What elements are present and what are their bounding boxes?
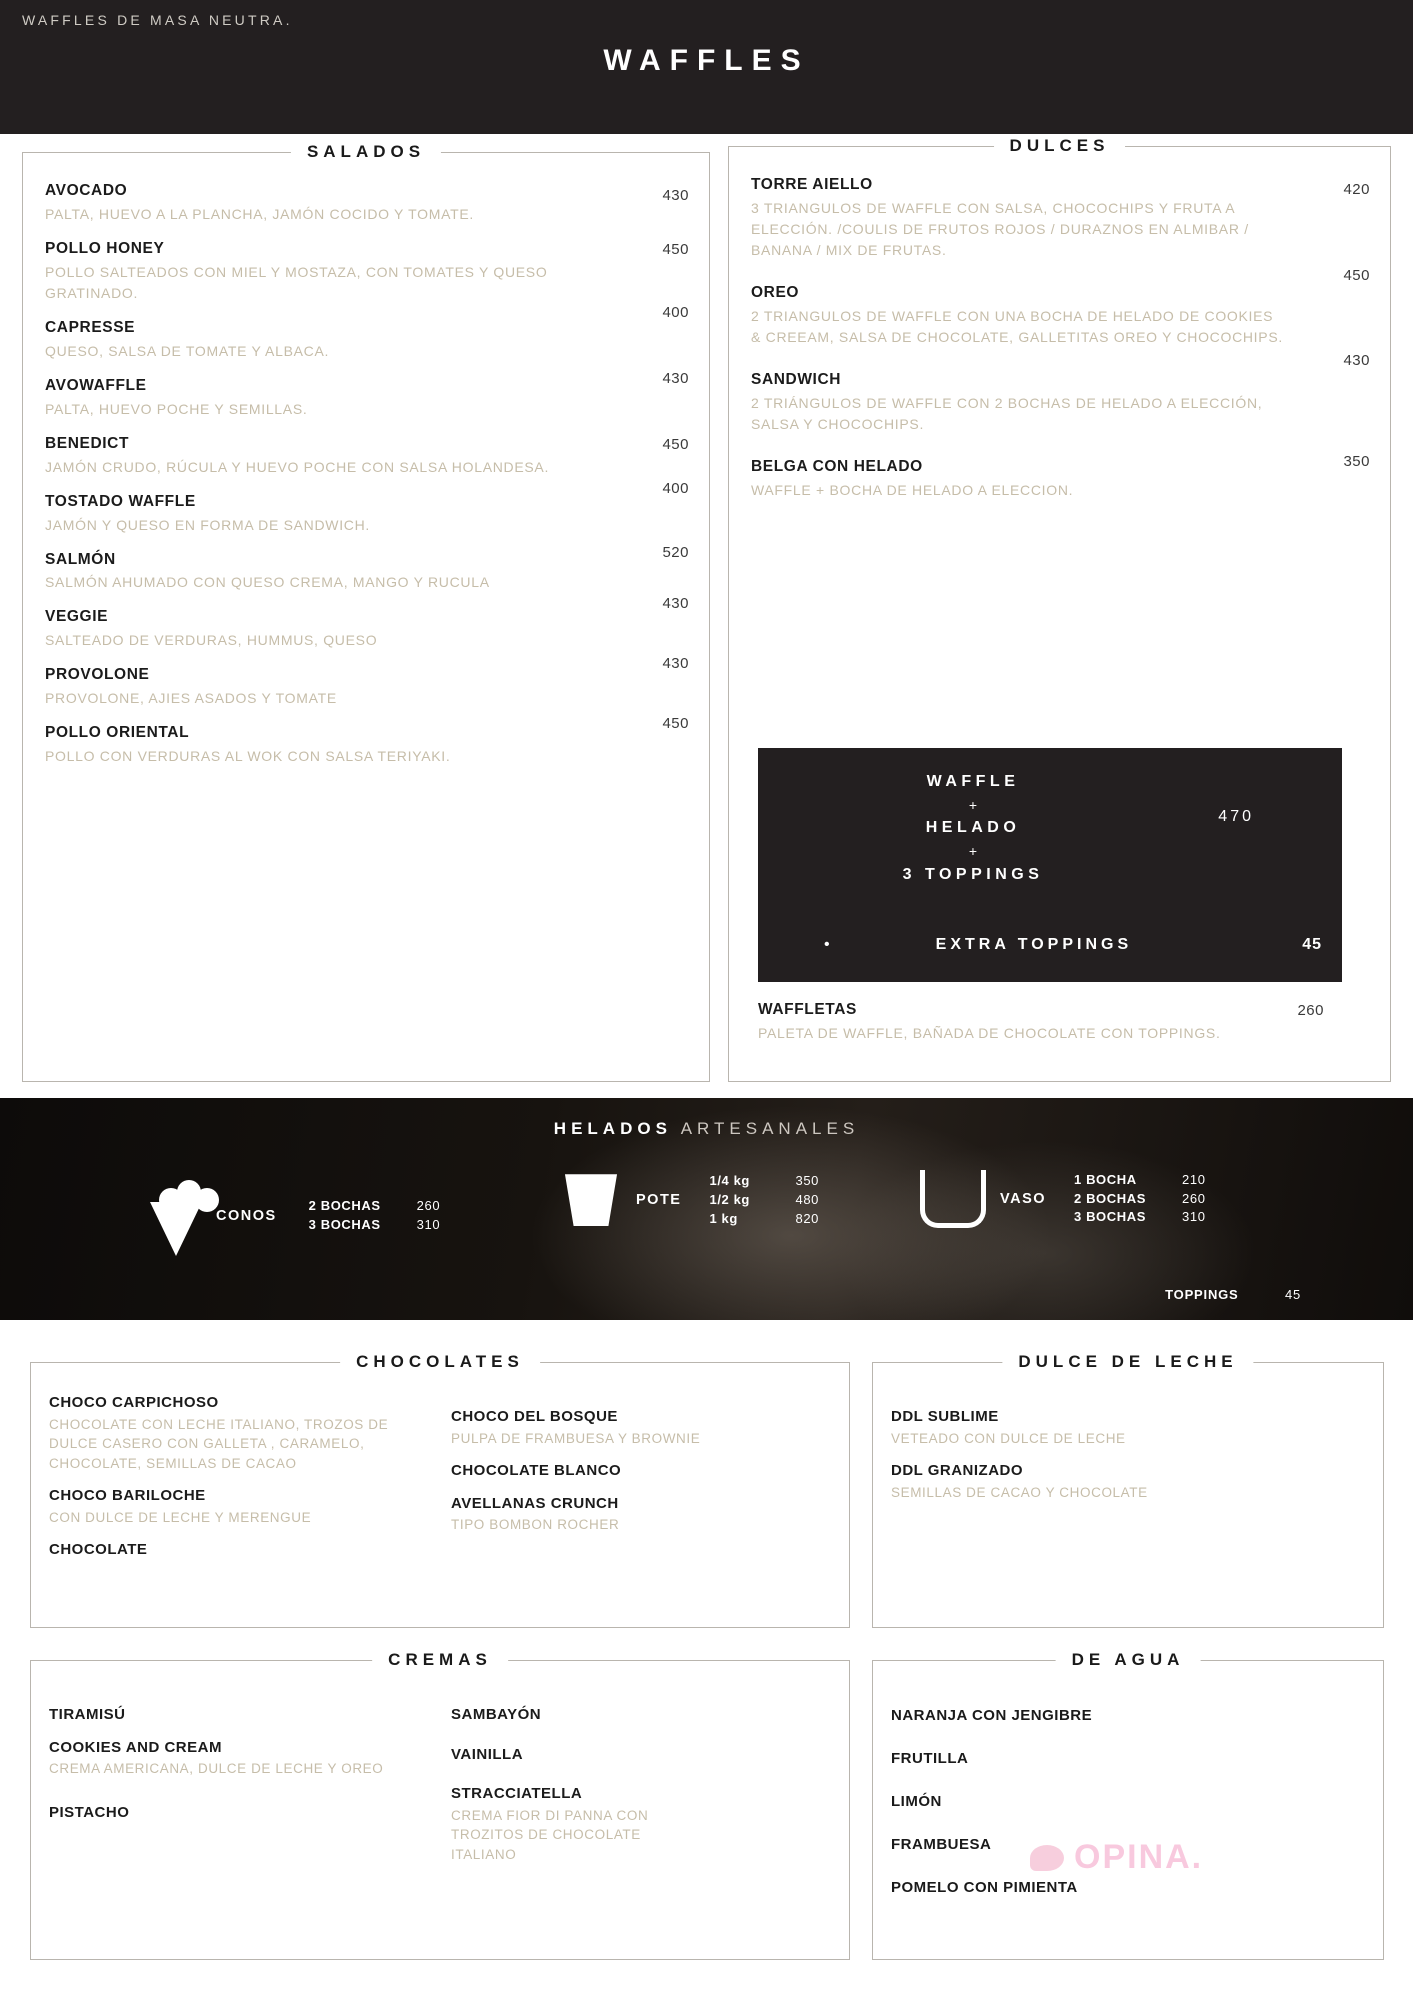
menu-item <box>45 595 695 651</box>
item-price: 400 <box>662 479 689 497</box>
combo-line-toppings: 3 TOPPINGS <box>902 865 1044 883</box>
combo-plus-2: + <box>968 843 978 860</box>
cremas-column-2 <box>451 1701 831 1864</box>
flavour-description: CREMA AMERICANA, DULCE DE LECHE Y OREO <box>49 1761 384 1776</box>
combo-line-helado: HELADO <box>925 819 1021 837</box>
row-label: 1/4 kg <box>709 1173 750 1188</box>
flavour-name: CHOCOLATE <box>49 1541 148 1559</box>
item-price: 450 <box>662 240 689 258</box>
combo-line-waffle: WAFFLE <box>926 773 1020 790</box>
section-cremas <box>30 1650 850 1960</box>
section-de-agua <box>872 1650 1384 1960</box>
section-dulce-de-leche <box>872 1352 1384 1628</box>
flavour-name: CHOCO DEL BOSQUE <box>451 1408 618 1425</box>
menu-item <box>751 175 1376 261</box>
item-description: 2 TRIANGULOS DE WAFFLE CON UNA BOCHA DE HELADO DE COOKIES & CREEAM, SALSA DE CHOCOLATE, GALLETITAS OREO Y CHOCOCHIPS. <box>751 307 1283 345</box>
section-chocolates <box>30 1352 850 1628</box>
item-name: TOSTADO WAFFLE <box>45 492 196 510</box>
menu-item <box>45 369 695 420</box>
section-title-cremas: CREMAS <box>372 1650 508 1670</box>
row-label: 3 BOCHAS <box>308 1217 381 1232</box>
menu-item <box>751 351 1376 435</box>
item-description: POLLO CON VERDURAS AL WOK CON SALSA TERIYAKI. <box>45 748 451 765</box>
item-price: 260 <box>1297 1002 1324 1019</box>
flavour-name: STRACCIATELLA <box>451 1785 583 1802</box>
menu-item <box>45 181 695 225</box>
header-kicker: WAFFLES DE MASA NEUTRA. <box>22 12 293 28</box>
item-description: PALTA, HUEVO POCHE Y SEMILLAS. <box>45 400 308 417</box>
cup-icon <box>560 1174 622 1226</box>
conos-price-rows <box>309 1197 441 1235</box>
row-value: 480 <box>795 1191 819 1207</box>
cone-icon <box>150 1202 202 1256</box>
vaso-price-rows <box>1074 1171 1206 1228</box>
flavour-name: TIRAMISÚ <box>49 1706 126 1723</box>
page-title: WAFFLES <box>603 44 810 77</box>
flavour-name: LIMÓN <box>891 1793 942 1810</box>
menu-item-waffletas <box>758 1000 1358 1044</box>
item-description: SALMÓN AHUMADO CON QUESO CREMA, MANGO Y RUCULA <box>45 574 490 591</box>
section-title-chocolates: CHOCOLATES <box>340 1352 540 1372</box>
row-label: 1 kg <box>709 1210 738 1226</box>
item-description: POLLO SALTEADOS CON MIEL Y MOSTAZA, CON TOMATES Y QUESO GRATINADO. <box>45 263 548 301</box>
combo-extra-label: EXTRA TOPPINGS <box>935 936 1133 953</box>
flavour-description: CHOCOLATE CON LECHE ITALIANO, TROZOS DE DULCE CASERO CON GALLETA , CARAMELO, CHOCOLATE, SEMILLAS DE CACAO <box>49 1416 389 1471</box>
flavour-name: POMELO CON PIMIENTA <box>891 1879 1078 1896</box>
item-name: AVOWAFFLE <box>45 376 147 394</box>
flavour-name: COOKIES AND CREAM <box>49 1738 222 1756</box>
item-price: 430 <box>662 369 689 387</box>
row-label: 1 BOCHA <box>1074 1171 1137 1187</box>
section-salados <box>22 142 710 1082</box>
flavour-name: FRUTILLA <box>891 1750 969 1767</box>
waffle-combo-block <box>758 748 1342 982</box>
menu-item <box>45 715 695 767</box>
helados-title-light: ARTESANALES <box>680 1119 860 1138</box>
menu-item <box>45 434 695 478</box>
row-label: 1/2 kg <box>709 1191 750 1207</box>
flavour-name: CHOCOLATE BLANCO <box>451 1462 622 1480</box>
item-price: 450 <box>662 435 689 453</box>
flavour-name: CHOCO BARILOCHE <box>49 1487 206 1505</box>
section-title-salados: SALADOS <box>291 142 441 162</box>
row-value: 310 <box>1182 1209 1206 1225</box>
helados-title-bold: HELADOS <box>553 1119 672 1138</box>
item-description: JAMÓN CRUDO, RÚCULA Y HUEVO POCHE CON SALSA HOLANDESA. <box>45 458 550 475</box>
combo-extra-row <box>824 936 1322 954</box>
flavour-description: TIPO BOMBON ROCHER <box>451 1517 620 1533</box>
menu-item <box>45 303 695 362</box>
row-value: 260 <box>416 1198 441 1214</box>
section-title-dulce-de-leche: DULCE DE LECHE <box>1002 1352 1253 1372</box>
row-label: 3 BOCHAS <box>1074 1209 1147 1225</box>
vaso-label: VASO <box>1000 1191 1047 1207</box>
flavour-name: AVELLANAS CRUNCH <box>451 1494 619 1512</box>
row-label: 2 BOCHAS <box>1074 1190 1147 1206</box>
helados-group-conos <box>150 1176 440 1256</box>
item-price: 430 <box>662 655 689 673</box>
combo-extra-price: 45 <box>1302 936 1322 953</box>
item-name: WAFFLETAS <box>758 1001 857 1018</box>
item-description: 2 TRIÁNGULOS DE WAFFLE CON 2 BOCHAS DE HELADO A ELECCIÓN, SALSA Y CHOCOCHIPS. <box>751 394 1263 432</box>
item-name: OREO <box>751 283 800 301</box>
helados-group-vaso <box>920 1170 1206 1228</box>
item-description: PROVOLONE, AJIES ASADOS Y TOMATE <box>45 690 337 707</box>
combo-lines <box>758 770 1188 888</box>
row-value: 210 <box>1182 1171 1206 1187</box>
flavour-description: CREMA FIOR DI PANNA CON TROZITOS DE CHOCOLATE ITALIANO <box>451 1807 649 1862</box>
toppings-label: TOPPINGS <box>1165 1287 1239 1302</box>
item-price: 430 <box>662 187 689 204</box>
menu-item <box>45 239 695 304</box>
item-name: CAPRESSE <box>45 318 136 336</box>
chocolates-column-2 <box>451 1389 831 1560</box>
row-value: 820 <box>795 1210 819 1226</box>
item-name: SALMÓN <box>45 550 116 568</box>
item-price: 420 <box>1343 181 1370 198</box>
item-name: POLLO ORIENTAL <box>45 724 190 742</box>
flavour-description: VETEADO CON DULCE DE LECHE <box>891 1430 1126 1446</box>
helados-group-pote <box>560 1172 819 1229</box>
item-name: POLLO HONEY <box>45 239 165 257</box>
flavour-name: FRAMBUESA <box>891 1836 992 1853</box>
toppings-value: 45 <box>1284 1287 1301 1302</box>
item-price: 400 <box>662 303 689 321</box>
item-name: BENEDICT <box>45 434 130 452</box>
flavour-name: DDL SUBLIME <box>891 1408 999 1425</box>
item-name: VEGGIE <box>45 608 109 626</box>
item-description: JAMÓN Y QUESO EN FORMA DE SANDWICH. <box>45 516 371 533</box>
tub-icon <box>920 1170 986 1228</box>
flavour-name: CHOCO CARPICHOSO <box>49 1394 219 1411</box>
item-description: PALETA DE WAFFLE, BAÑADA DE CHOCOLATE CON TOPPINGS. <box>758 1024 1221 1041</box>
conos-label: CONOS <box>216 1208 277 1224</box>
flavour-description: SEMILLAS DE CACAO Y CHOCOLATE <box>891 1484 1148 1500</box>
item-price: 430 <box>662 595 689 613</box>
pote-label: POTE <box>636 1192 682 1209</box>
item-price: 450 <box>662 715 689 733</box>
flavour-name: PISTACHO <box>49 1803 130 1821</box>
item-name: SANDWICH <box>751 370 842 388</box>
section-title-dulces: DULCES <box>994 136 1126 156</box>
cremas-column-1 <box>49 1701 429 1864</box>
item-price: 520 <box>662 543 689 561</box>
pote-price-rows <box>709 1172 819 1229</box>
section-helados-artesanales <box>0 1098 1413 1320</box>
row-value: 310 <box>416 1217 441 1232</box>
item-name: TORRE AIELLO <box>751 176 873 193</box>
flavour-name: SAMBAYÓN <box>451 1706 542 1723</box>
flavour-name: VAINILLA <box>451 1745 524 1763</box>
flavour-description: CON DULCE DE LECHE Y MERENGUE <box>49 1509 312 1525</box>
bullet-icon: • <box>824 936 830 953</box>
menu-item <box>45 543 695 594</box>
page-header <box>0 0 1413 134</box>
item-price: 430 <box>1343 351 1370 369</box>
section-title-de-agua: DE AGUA <box>1056 1650 1201 1670</box>
menu-item <box>45 479 695 536</box>
flavour-name: NARANJA CON JENGIBRE <box>891 1707 1093 1724</box>
item-description: SALTEADO DE VERDURAS, HUMMUS, QUESO <box>45 632 378 649</box>
helados-toppings-row <box>1165 1287 1301 1302</box>
menu-item <box>751 452 1376 501</box>
combo-plus-1: + <box>968 796 978 813</box>
combo-price: 470 <box>1218 808 1254 825</box>
item-price: 450 <box>1343 266 1370 284</box>
section-title-helados <box>0 1119 1413 1139</box>
row-value: 260 <box>1182 1190 1206 1206</box>
chocolates-column-1 <box>49 1389 429 1560</box>
item-name: AVOCADO <box>45 182 128 199</box>
row-label: 2 BOCHAS <box>308 1198 381 1214</box>
item-description: WAFFLE + BOCHA DE HELADO A ELECCION. <box>751 481 1074 498</box>
watermark-label: OPINA. <box>1074 1838 1204 1876</box>
item-description: QUESO, SALSA DE TOMATE Y ALBACA. <box>45 342 330 359</box>
row-value: 350 <box>795 1173 819 1188</box>
item-price: 350 <box>1343 452 1370 470</box>
item-description: PALTA, HUEVO A LA PLANCHA, JAMÓN COCIDO Y TOMATE. <box>45 205 475 222</box>
item-name: BELGA CON HELADO <box>751 457 923 475</box>
flavour-name: DDL GRANIZADO <box>891 1462 1024 1480</box>
flavour-description: PULPA DE FRAMBUESA Y BROWNIE <box>451 1430 701 1446</box>
menu-item <box>751 266 1376 348</box>
item-description: 3 TRIANGULOS DE WAFFLE CON SALSA, CHOCOCHIPS Y FRUTA A ELECCIÓN. /COULIS DE FRUTOS ROJOS / DURAZNOS EN ALMIBAR / BANANA / MIX DE FRUTAS. <box>751 199 1249 258</box>
item-name: PROVOLONE <box>45 666 150 684</box>
menu-item <box>45 655 695 709</box>
